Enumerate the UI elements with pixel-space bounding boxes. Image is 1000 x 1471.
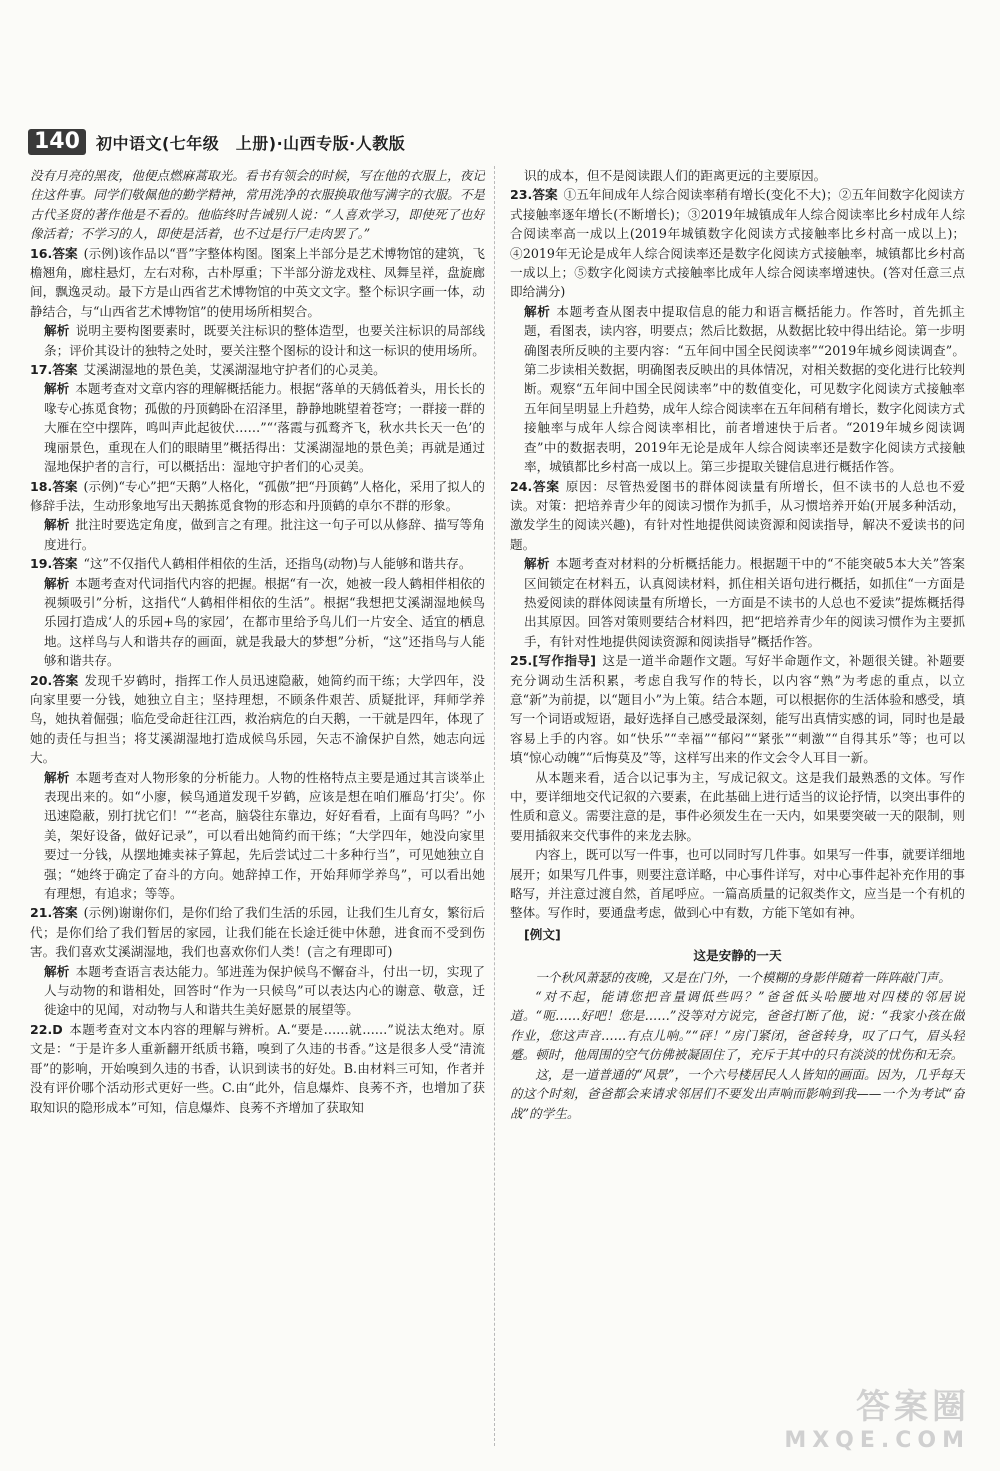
- q19-number: 19.: [30, 556, 53, 572]
- page-number: 140: [28, 129, 86, 155]
- q18-number: 18.: [30, 478, 53, 494]
- analysis-label: 解析: [44, 575, 70, 591]
- answer-label: 答案: [52, 362, 78, 378]
- q25-guide-p1: 这是一道半命题作文题。写好半命题作文，补题很关键。补题要充分调动生活积累，考虑自我写作的特长，以内容“熟”为考虑的重点，以立意“新”为前提，以“题目小”为上策。结合本题，可以根据你的生活体验和感受，填写一个词语或短语，最好选择自己感受最深刻，能写出真情实感的词，同时也是最容易上手的内容。如“快乐”“幸福”“郁闷”“紧张”“刺激”“自得其乐”等；也可以填“惊心动魄”“后悔莫及”等，这样写出来的作文会令人耳目一新。: [510, 653, 965, 766]
- q20-answer-text: 发现千岁鹤时，指挥工作人员迅速隐蔽，她简约而干练；大学四年，没向家里要一分钱，她独立自主；坚持理想，不顾条件艰苦、质疑批评，拜师学养鸟，她执着倔强；临危受命赶往江西，救治病危的白天鹅，一干就是四年，体现了她的责任与担当；将艾溪湖湿地打造成候鸟乐园，矢志不渝保护自然，她志向远大。: [30, 672, 485, 766]
- q21-answer: [30, 903, 485, 961]
- q21-number: 21.: [30, 905, 53, 921]
- analysis-label: 解析: [44, 963, 70, 979]
- q23-answer-text: ①五年间成年人综合阅读率稍有增长(变化不大)；②五年间数字化阅读方式接触率逐年增长(不断增长)；③2019年城镇成年人综合阅读率比乡村成年人综合阅读率高一成以上(2019年城镇数字化阅读方式接触率比乡村高一成以上)；④2019年无论是成年人综合阅读率还是数字化阅读方式接触率，城镇都比乡村高一成以上；⑤数字化阅读方式接触率比成年人综合阅读率增速快。(答对任意三点即给满分): [510, 187, 965, 300]
- answer-label: 答案: [532, 478, 560, 494]
- q17-answer-text: 艾溪湖湿地的景色美，艾溪湖湿地守护者们的心灵美。: [83, 362, 386, 378]
- q22-continuation: 识的成本，但不是阅读跟人们的距离更远的主要原因。: [524, 168, 827, 183]
- q17-analysis-text: 本题考查对文章内容的理解概括能力。根据“落单的天鸫低着头，用长长的喙专心拣觅食物；孤傲的丹顶鹤卧在沼泽里，静静地眺望着苍穹；一群接一群的大雁在空中摆阵，鸣叫声此起彼伏……”“‘落霞与孤鹜齐飞，秋水共长天一色’的瑰丽景色，重现在人们的眼睛里”概括得出：艾溪湖湿地的景色美；再就是通过湿地保护者的言行，可以概括出：湿地守护者们的心灵美。: [44, 381, 485, 475]
- q23-analysis-text: 本题考查从图表中提取信息的能力和语言概括能力。作答时，首先抓主题，看图表，读内容，明要点；然后比数据，从数据比较中得出结论。第一步明确图表所反映的主要内容：“五年间中国全民阅读率”“2019年城乡阅读调查”。第二步读相关数据，明确图表反映出的具体情况，对相关数据的变化进行比较判断。观察“五年间中国全民阅读率”中的数值变化，可见数字化阅读方式接触率五年间呈明显上升趋势，成年人综合阅读率在五年间稍有增长，数字化阅读方式接触率与成年人综合阅读率相比，前者增速快于后者。“2019年城乡阅读调查”中的数据表明，2019年无论是成年人综合阅读率还是数字化阅读方式接触率，城镇都比乡村高一成以上。第三步提取关键信息进行概括作答。: [524, 303, 965, 475]
- q19-analysis-text: 本题考查对代词指代内容的把握。根据“有一次，她被一段人鹤相伴相依的视频吸引”分析，这指代“人鹤相伴相依的生活”。根据“我想把艾溪湖湿地候鸟乐园打造成‘人的乐园+鸟的家园’，在都市里给予鸟儿们一片安全、适宜的栖息地。这样鸟与人和谐共存的画面，就是我最大的梦想”分析，“这”还指鸟与人能够和谐共存。: [44, 575, 485, 669]
- q21-analysis: [30, 962, 485, 1020]
- essay-paragraph: 一个秋风萧瑟的夜晚，又是在门外，一个模糊的身影伴随着一阵阵敲门声。: [535, 969, 951, 985]
- q25-guide-p2: 从本题来看，适合以记事为主，写成记叙文。这是我们最熟悉的文体。写作中，要详细地交代记叙的六要素，在此基础上进行适当的议论抒情，以突出事件的性质和意义。需要注意的是，事件必须发生在一天内，如果要突破一天的限制，则要用插叙来交代事件的来龙去脉。: [510, 769, 965, 843]
- q19-analysis: [30, 574, 485, 671]
- analysis-label: 解析: [44, 769, 70, 785]
- q20-analysis-text: 本题考查对人物形象的分析能力。人物的性格特点主要是通过其言谈举止表现出来的。如“小廖，候鸟通道发现千岁鹤，应该是想在咱们雁岛‘打尖’。你迅速隐蔽，别打扰它们！”“老高，脑袋往东靠边，好好看看，上面有鸟吗？”小美，架好设备，做好记录”，可以看出她简约而干练；“大学四年，她没向家里要过一分钱，从摆地摊卖袜子算起，先后尝试过二十多种行当”，可见她独立自强；“她终于确定了奋斗的方向。她辞掉工作，开始拜师学养鸟”，可以看出她有理想，有追求；等等。: [44, 769, 485, 902]
- q16-answer: [30, 244, 485, 322]
- sample-essay-title: 这是安静的一天: [693, 948, 782, 964]
- q25-guide-p3: 内容上，既可以写一件事，也可以同时写几件事。如果写一件事，就要详细地展开；如果写几件事，则要注意详略，中心事件详写，对中心事件起补充作用的事略写，并注意过渡自然，首尾呼应。一篇高质量的记叙类作文，应当是一个有机的整体。写作时，要通盘考虑，做到心中有数，方能下笔如有神。: [510, 847, 965, 921]
- q18-analysis: [30, 515, 485, 554]
- q20-analysis: [30, 768, 485, 904]
- writing-guide-label: [写作指导]: [532, 653, 597, 669]
- analysis-label: 解析: [524, 303, 551, 319]
- q22-answer: [30, 1020, 485, 1117]
- q18-answer: [30, 477, 485, 516]
- q16-number: 16.: [30, 245, 53, 261]
- watermark-url: MXQE.COM: [784, 1428, 970, 1453]
- analysis-label: 解析: [44, 517, 70, 533]
- answer-label: 答案: [532, 187, 558, 203]
- left-column: [30, 166, 485, 1456]
- q24-number: 24.: [510, 478, 533, 494]
- q24-answer-text: 原因：尽管热爱图书的群体阅读量有所增长，但不读书的人总也不爱读。对策：把培养青少年的阅读习惯作为抓手，从习惯培养开始(开展多种活动，激发学生的阅读兴趣)，有针对性地提供阅读资源和阅读指导，解决不爱读书的问题。: [510, 478, 965, 552]
- watermark-logo: [784, 1379, 970, 1453]
- essay-paragraph: 这，是一道普通的“风景”，一个六号楼居民人人皆知的画面。因为，几乎每天的这个时刻，爸爸都会来请求邻居们不要发出声响而影响到我——一个为考试“奋战”的学生。: [510, 1066, 965, 1121]
- q15-continuation: 没有月亮的黑夜，他便点燃麻蒿取光。看书有领会的时候，写在他的衣服上，夜记住这件事。同学们敬佩他的勤学精神，常用洗净的衣服换取他写满字的衣服。不是古代圣贤的著作他是不看的。他临终时告诫别人说：“人喜欢学习，即使死了也好像活着；不学习的人，即使是活着，也不过是行尸走肉罢了。”: [30, 168, 485, 242]
- q22-number: 22.D: [30, 1021, 63, 1037]
- q22-text: 本题考查对文本内容的理解与辨析。A.“要是……就……”说法太绝对。原文是：“于是许多人重新翻开纸质书籍，嗅到了久违的书香。”这是很多人受“清流哥”的影响，开始嗅到久违的书香，认识到读书的好处。B.由材料三可知，作者并没有评价哪个活动形式更好一些。C.由“此外，信息爆炸、良莠不齐，也增加了获取知识的隐形成本”可知，信息爆炸、良莠不齐增加了获取知: [30, 1021, 485, 1115]
- answer-label: 答案: [52, 245, 78, 261]
- q19-answer: [30, 554, 485, 573]
- q23-analysis: [510, 302, 965, 477]
- q23-number: 23.: [510, 187, 533, 203]
- q16-analysis-text: 说明主要构图要素时，既要关注标识的整体造型，也要关注标识的局部线条；评价其设计的独特之处时，要关注整个图标的设计和这一标识的使用场所。: [44, 323, 485, 358]
- analysis-label: 解析: [44, 323, 70, 339]
- right-column: [510, 166, 965, 1456]
- q20-number: 20.: [30, 672, 53, 688]
- q25-number: 25.: [510, 653, 533, 669]
- essay-paragraph: “对不起，能请您把音量调低些吗？”爸爸低头哈腰地对四楼的邻居说道。“呃……好吧！您是……”没等对方说完，爸爸打断了他，说：“我家小孩在做作业，您这声音……有点儿响。”“砰！”房门紧闭，爸爸转身，叹了口气，眉头轻蹙。顿时，他周围的空气仿佛被凝固住了，充斥于其中的只有淡淡的忧伤和无奈。: [510, 989, 965, 1063]
- q17-analysis: [30, 379, 485, 476]
- answer-label: 答案: [52, 905, 78, 921]
- answer-label: 答案: [52, 478, 78, 494]
- q16-answer-text: (示例)该作品以“晋”字整体构图。图案上半部分是艺术博物馆的建筑，飞檐翘角，廊柱悬灯，左右对称，古朴厚重；下半部分游龙戏柱、凤舞呈祥，盘旋廊间，飘逸灵动。最下方是山西省艺术博物馆的中英文文字。整个标识字画一体，动静结合，与“山西省艺术博物馆”的使用场所相契合。: [30, 245, 485, 319]
- analysis-label: 解析: [524, 556, 550, 572]
- sample-essay-label: [例文]: [524, 926, 561, 942]
- answer-label: 答案: [52, 672, 79, 688]
- book-title: 初中语文(七年级 上册)·山西专版·人教版: [95, 133, 406, 153]
- analysis-label: 解析: [44, 381, 70, 397]
- q24-analysis-text: 本题考查对材料的分析概括能力。根据题干中的“不能突破5本大关”答案区间锁定在材料五，认真阅读材料，抓住相关语句进行概括，如抓住“一方面是热爱阅读的群体阅读量有所增长，一方面是不读书的人总也不爱读”提炼概括得出其原因。回答对策则要结合材料四，把“把培养青少年的阅读习惯作为主要抓手，有针对性地提供阅读资源和阅读指导”概括作答。: [524, 556, 965, 649]
- q19-answer-text: “这”不仅指代人鹤相伴相依的生活，还指鸟(动物)与人能够和谐共存。: [83, 556, 472, 572]
- q24-answer: [510, 477, 965, 555]
- q18-analysis-text: 批注时要选定角度，做到言之有理。批注这一句子可以从修辞、描写等角度进行。: [44, 517, 485, 552]
- q24-analysis: [510, 554, 965, 651]
- q21-analysis-text: 本题考查语言表达能力。邹进莲为保护候鸟不懈奋斗，付出一切，实现了人与动物的和谐相处，回答时“作为一只候鸟”可以表达内心的谢意、敬意，迁徙途中的见闻，对动物与人和谐共生美好愿景的展望等。: [44, 963, 485, 1018]
- q17-number: 17.: [30, 362, 53, 378]
- q23-answer: [510, 185, 965, 301]
- column-divider: [494, 166, 495, 1446]
- q18-answer-text: (示例)“专心”把“天鹅”人格化，“孤傲”把“丹顶鹤”人格化，采用了拟人的修辞手法，生动形象地写出天鹅拣觅食物的形态和丹顶鹤的卓尔不群的形象。: [30, 478, 485, 513]
- answer-label: 答案: [52, 556, 78, 572]
- page-header: [28, 128, 405, 156]
- q25-guide: [510, 651, 965, 767]
- q20-answer: [30, 671, 485, 768]
- q21-answer-text: (示例)谢谢你们，是你们给了我们生活的乐园，让我们生儿育女，繁衍后代；是你们给了我们暂居的家园，让我们能在长途迁徙中休憩，进食而不受到伤害。我们喜欢艾溪湖湿地，我们也喜欢你们人类！(言之有理即可): [30, 905, 485, 960]
- watermark-text: 答案圈: [856, 1387, 970, 1427]
- q16-analysis: [30, 321, 485, 360]
- q17-answer: [30, 360, 485, 379]
